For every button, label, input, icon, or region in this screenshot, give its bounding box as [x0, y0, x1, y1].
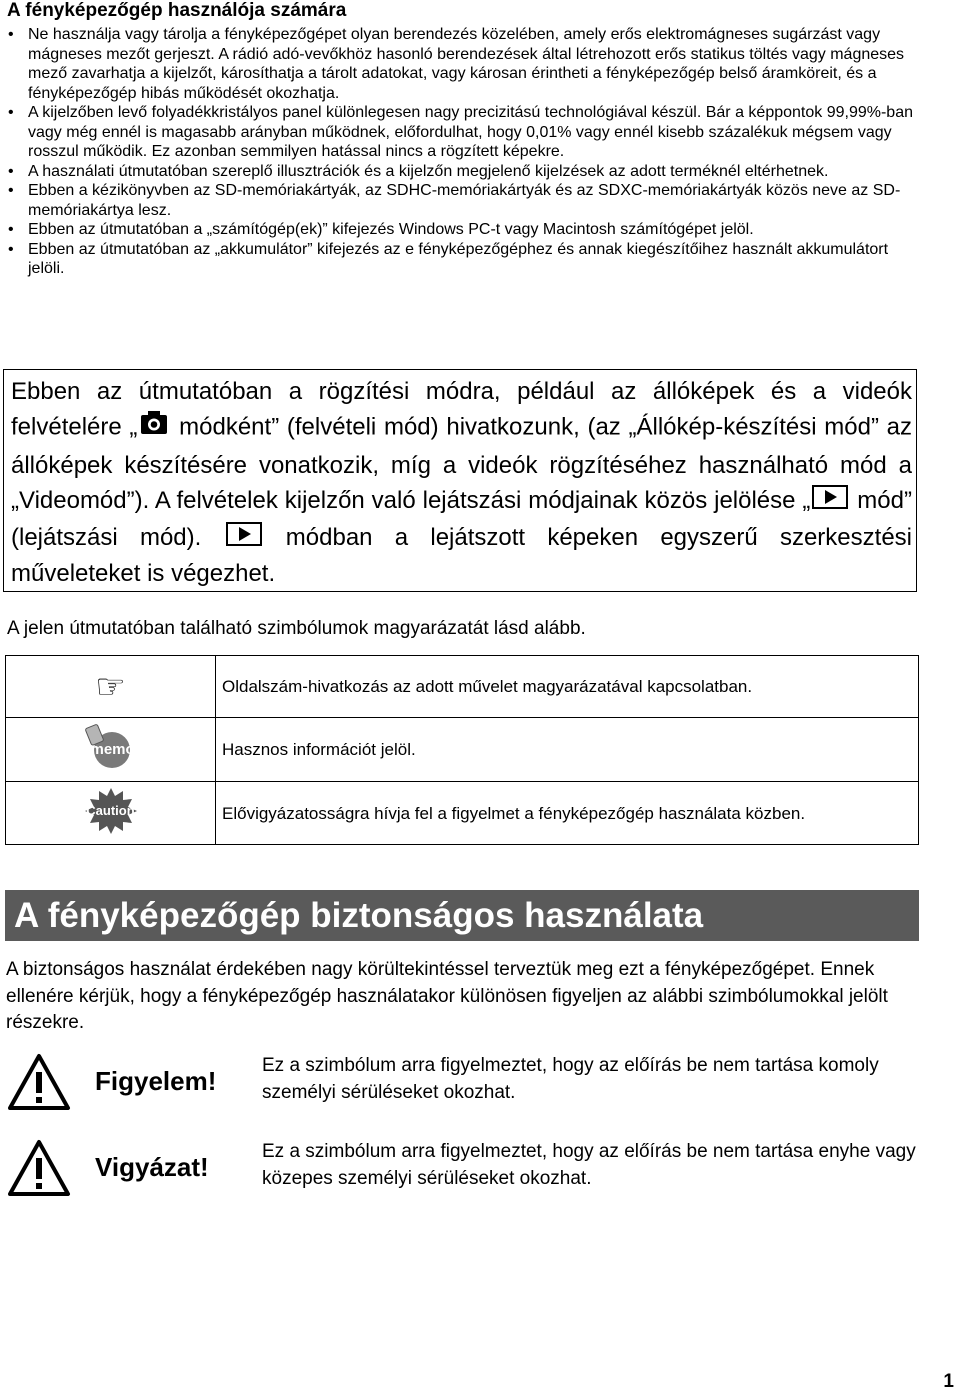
list-item-text: A kijelzőben levő folyadékkristályos panel különlegesen nagy precizitású technológiával készül. Bár a képpontok 99,99%-ban vagy még ennél is magasabb arányban működnek, előfordulhat, hogy 0,01% vagy ennél kisebb százalékuk mégsem vagy rosszul működik. Ez azonban semmilyen hatással nincs a rögzített képekre. [28, 104, 913, 160]
bullet-marker: • [8, 104, 14, 121]
bullet-marker: • [8, 221, 14, 238]
bullet-marker: • [8, 162, 14, 180]
symbol-description: Hasznos információt jelöl. [216, 718, 919, 782]
warning-label: Figyelem! [95, 1066, 217, 1096]
mode-text-part1: Ebben az útmutatóban a rögzítési módra, például az állóképek és a videók felvételére „ [11, 378, 912, 441]
list-item [6, 240, 921, 279]
memo-icon [83, 724, 139, 770]
warning-description: Ez a szimbólum arra figyelmeztet, hogy az előírás be nem tartása komoly személyi sérüléseket okozhat. [262, 1055, 879, 1103]
pointing-hand-icon: ☞ [95, 667, 126, 706]
list-item [6, 25, 921, 103]
bullet-marker: • [8, 26, 14, 43]
page-title: A fényképezőgép használója számára [7, 0, 347, 21]
table-row [6, 656, 919, 718]
mode-text-part2: módként” (felvételi mód) hivatkozunk, (az „Állókép-készítési mód” az állóképek készítésére vonatkozik, míg a videók rögzítéséhez használható mód a „Videomód”). A felvételek kijelzőn való lejátszási módjainak közös jelölése „ [11, 413, 912, 515]
bullet-marker: • [8, 182, 14, 199]
warning-description: Ez a szimbólum arra figyelmeztet, hogy az előírás be nem tartása enyhe vagy közepes személyi sérüléseket okozhat. [262, 1141, 916, 1189]
mode-text-part3: mód” (lejátszási mód). [11, 487, 912, 551]
memo-icon-label: memo [90, 741, 135, 758]
caution-icon [81, 787, 141, 835]
safety-intro: A biztonságos használat érdekében nagy körültekintéssel terveztük meg ezt a fényképezőgépet. Ennek ellenére kérjük, hogy a fényképezőgép használatakor különösen figyeljen az alábbi szimbólumokkal jelölt részekre. [6, 959, 888, 1033]
list-item-text: Ebben a kézikönyvben az SD-memóriakártyák, az SDHC-memóriakártyák és az SDXC-memóriakártyák közös neve az SD-memóriakártya lesz. [28, 182, 901, 219]
list-item [6, 181, 921, 220]
warning-row [7, 1139, 922, 1209]
warning-triangle-icon [7, 1053, 71, 1116]
bullet-marker: • [8, 240, 14, 258]
symbol-cell [6, 656, 216, 718]
list-item-text: A használati útmutatóban szereplő illusztrációk és a kijelzőn megjelenő kijelzések az adott terméknél eltérhetnek. [28, 162, 829, 180]
caution-icon-label: Caution [86, 802, 135, 818]
page-number: 1 [943, 1371, 954, 1392]
section-heading: A fényképezőgép biztonságos használata [5, 890, 919, 941]
notice-list [6, 25, 921, 279]
mode-text-part4: módban a lejátszott képeken egyszerű szerkesztési műveleteket is végezhet. [11, 523, 912, 587]
symbol-cell [6, 782, 216, 845]
list-item-text: Ne használja vagy tárolja a fényképezőgépet olyan berendezés közelében, amely erős elektromágneses sugárzást vagy mágneses mezőt gerjeszt. A rádió adó-vevőkhöz hasonló berendezések által létrehozott erős statikus töltés vagy mágneses mező zavarhatja a kijelzőt, károsíthatja a tárolt adatokat, vagy károsan érintheti a fényképezőgép belső áramköreit, és a fényképezőgép hibás működését okozhatja. [28, 26, 905, 102]
warning-label: Vigyázat! [95, 1152, 209, 1182]
symbols-table [5, 655, 919, 845]
warning-triangle-icon [7, 1139, 71, 1202]
warning-row [7, 1053, 922, 1123]
symbol-description: Oldalszám-hivatkozás az adott művelet magyarázatával kapcsolatban. [216, 656, 919, 718]
list-item [6, 220, 921, 240]
symbol-description: Elővigyázatosságra hívja fel a figyelmet a fényképezőgép használata közben. [216, 782, 919, 845]
mode-explanation-box [3, 369, 917, 592]
list-item-text: Ebben az útmutatóban az „akkumulátor” kifejezés az e fényképezőgéphez és annak kiegészítőihez használt akkumulátort jelöli. [28, 240, 889, 277]
table-row [6, 718, 919, 782]
symbols-intro: A jelen útmutatóban található szimbólumok magyarázatát lásd alább. [7, 618, 586, 639]
camera-icon [139, 409, 169, 447]
list-item-text: Ebben az útmutatóban a „számítógép(ek)” kifejezés Windows PC-t vagy Macintosh számítógépet jelöl. [28, 221, 754, 238]
table-row [6, 782, 919, 845]
playback-icon [812, 484, 848, 519]
list-item [6, 162, 921, 182]
list-item [6, 103, 921, 162]
playback-icon [226, 521, 262, 556]
symbol-cell [6, 718, 216, 782]
